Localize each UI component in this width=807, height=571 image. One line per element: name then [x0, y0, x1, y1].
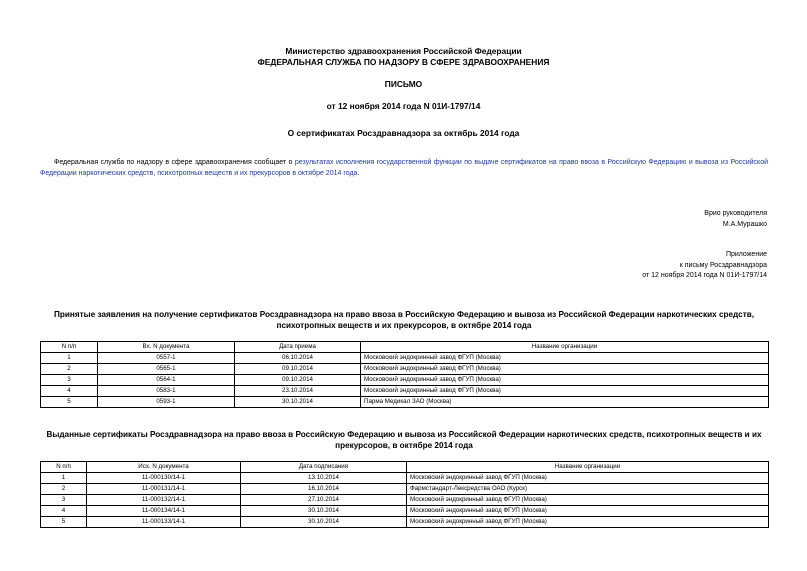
cell-date: 09.10.2014 — [235, 364, 361, 375]
cell-organization: Московский эндокринный завод ФГУП (Москва) — [407, 517, 769, 528]
appendix-block — [642, 250, 767, 282]
cell-date: 13.10.2014 — [241, 473, 407, 484]
cell-organization: Фармстандарт-Лексредства ОАО (Курск) — [407, 484, 769, 495]
cell-date: 30.10.2014 — [241, 506, 407, 517]
signature-block — [704, 209, 767, 230]
cell-organization: Московский эндокринный завод ФГУП (Москва) — [407, 506, 769, 517]
table-row — [41, 364, 769, 375]
cell-index: 2 — [41, 364, 98, 375]
intro-link[interactable]: результатах исполнения государственной функции по выдаче сертификатов на право ввоза в Российскую Федерацию и вывоза из Российской Федерации наркотических средств, психотропных веществ и их прекурсоров в октябре 2014 года — [40, 159, 768, 177]
cell-index: 4 — [41, 506, 87, 517]
cell-index: 4 — [41, 386, 98, 397]
ministry-name: Министерство здравоохранения Российской Федерации — [285, 46, 522, 56]
document-date-number: от 12 ноября 2014 года N 01И-1797/14 — [326, 101, 481, 111]
column-header: Название организации — [407, 462, 769, 473]
cell-date: 09.10.2014 — [235, 375, 361, 386]
table-row — [41, 375, 769, 386]
appendix-label: Приложение — [725, 251, 767, 258]
cell-organization: Парма Медикал ЗАО (Москва) — [361, 397, 769, 408]
cell-doc-number: 11-000133/14-1 — [87, 517, 241, 528]
cell-date: 30.10.2014 — [235, 397, 361, 408]
cell-doc-number: 11-000131/14-1 — [87, 484, 241, 495]
cell-date: 30.10.2014 — [241, 517, 407, 528]
cell-doc-number: 0593-1 — [98, 397, 235, 408]
table-row — [41, 353, 769, 364]
table-row — [41, 506, 769, 517]
table-row — [41, 495, 769, 506]
table-row — [41, 484, 769, 495]
cell-index: 3 — [41, 495, 87, 506]
cell-index: 2 — [41, 484, 87, 495]
cell-index: 1 — [41, 473, 87, 484]
table2-title: Выданные сертификаты Росздравнадзора на право ввоза в Российскую Федерацию и вывоза из Российской Федерации наркотических средств, психотропных веществ и их прекурсоров, в октябре 2014 года — [46, 430, 762, 450]
cell-organization: Московский эндокринный завод ФГУП (Москва) — [361, 364, 769, 375]
appendix-line1: к письму Росздравнадзора — [679, 261, 767, 269]
cell-doc-number: 11-000134/14-1 — [87, 506, 241, 517]
cell-index: 3 — [41, 375, 98, 386]
cell-organization: Московский эндокринный завод ФГУП (Москва) — [407, 495, 769, 506]
column-header: Вх. N документа — [98, 342, 235, 353]
cell-doc-number: 0565-1 — [98, 364, 235, 375]
cell-date: 16.10.2014 — [241, 484, 407, 495]
cell-index: 1 — [41, 353, 98, 364]
issued-certificates-table — [40, 461, 769, 528]
table-row — [41, 517, 769, 528]
cell-organization: Московский эндокринный завод ФГУП (Москва) — [407, 473, 769, 484]
cell-organization: Московский эндокринный завод ФГУП (Москва) — [361, 375, 769, 386]
table-row — [41, 397, 769, 408]
cell-doc-number: 0564-1 — [98, 375, 235, 386]
cell-doc-number: 0583-1 — [98, 386, 235, 397]
signature-position: Врио руководителя — [704, 210, 767, 217]
cell-date: 27.10.2014 — [241, 495, 407, 506]
signature-name: М.А.Мурашко — [722, 220, 767, 228]
document-subject: О сертификатах Росздравнадзора за октябрь 2014 года — [287, 128, 520, 138]
cell-doc-number: 11-000132/14-1 — [87, 495, 241, 506]
cell-index: 5 — [41, 397, 98, 408]
table-header-row — [41, 462, 769, 473]
service-name: ФЕДЕРАЛЬНАЯ СЛУЖБА ПО НАДЗОРУ В СФЕРЕ ЗДРАВООХРАНЕНИЯ — [257, 57, 550, 67]
cell-date: 23.10.2014 — [235, 386, 361, 397]
intro-lead: Федеральная служба по надзору в сфере здравоохранения сообщает о — [54, 159, 295, 166]
column-header: N п/п — [41, 462, 87, 473]
intro-paragraph — [40, 157, 768, 179]
table-row — [41, 386, 769, 397]
table-row — [41, 473, 769, 484]
column-header: Название организации — [361, 342, 769, 353]
received-applications-table — [40, 341, 769, 408]
cell-index: 5 — [41, 517, 87, 528]
appendix-line2: от 12 ноября 2014 года N 01И-1797/14 — [642, 272, 767, 279]
intro-end: . — [357, 170, 360, 177]
cell-doc-number: 11-000130/14-1 — [87, 473, 241, 484]
table-header-row — [41, 342, 769, 353]
column-header: Дата приема — [235, 342, 361, 353]
column-header: Исх. N документа — [87, 462, 241, 473]
cell-date: 06.10.2014 — [235, 353, 361, 364]
table1-title: Принятые заявления на получение сертификатов Росздравнадзора на право ввоза в Российскую Федерацию и вывоза из Российской Федерации наркотических средств, психотропных веществ и их прекурсоров, в октябре 2014 года — [53, 310, 755, 330]
cell-doc-number: 0557-1 — [98, 353, 235, 364]
cell-organization: Московский эндокринный завод ФГУП (Москва) — [361, 386, 769, 397]
column-header: N п/п — [41, 342, 98, 353]
document-type: ПИСЬМО — [384, 79, 423, 89]
column-header: Дата подписания — [241, 462, 407, 473]
cell-organization: Московский эндокринный завод ФГУП (Москва) — [361, 353, 769, 364]
